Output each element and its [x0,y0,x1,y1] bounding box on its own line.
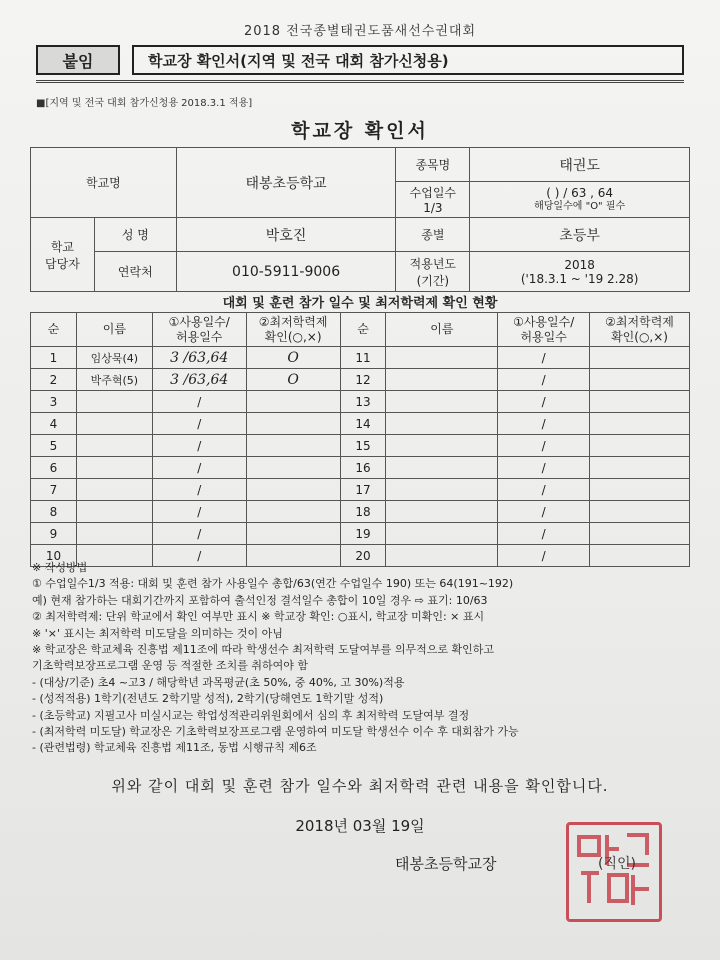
used-days: / [152,413,246,435]
student-name: 임상묵(4) [76,347,152,369]
used-days: / [498,391,590,413]
used-days: / [498,457,590,479]
days-note: 해당일수에 "O" 필수 [534,201,626,212]
student-name [76,413,152,435]
days-label [396,182,470,218]
student-name [76,523,152,545]
min-academic-check [246,479,340,501]
min-academic-check: O [246,369,340,391]
manager-label-line2: 담당자 [45,256,80,271]
row-number: 1 [31,347,77,369]
year-period: ('18.3.1 ~ '19 2.28) [520,271,639,286]
table-row [31,391,690,413]
min-academic-check [590,523,690,545]
min-academic-check [590,501,690,523]
used-days: / [152,391,246,413]
min-academic-check [590,479,690,501]
row-number: 8 [31,501,77,523]
header-title: 학교장 확인서(지역 및 전국 대회 참가신청용) [132,45,684,75]
row-number: 19 [340,523,386,545]
header-name-right: 이름 [386,313,498,347]
school-label: 학교명 [31,148,177,218]
student-name [386,501,498,523]
student-name [76,501,152,523]
manager-label-line1: 학교 [50,239,75,254]
student-name [386,523,498,545]
principal-name: 태봉초등학교장 [395,855,497,873]
table-row [31,435,690,457]
student-name [386,457,498,479]
year-label-line2: (기간) [416,273,450,288]
name-label: 성 명 [94,218,176,252]
used-days: / [498,347,590,369]
instruction-line: - (관련법령) 학교체육 진흥법 제11조, 동법 시행규칙 제6조 [32,741,317,755]
row-number: 17 [340,479,386,501]
instruction-line: ※ 작성방법 [32,561,88,574]
instruction-line: ※ '×' 표시는 최저학력 미도달을 의미하는 것이 아님 [32,626,283,640]
row-number: 15 [340,435,386,457]
year-cell [470,252,690,292]
row-number: 11 [340,347,386,369]
used-days: / [498,479,590,501]
row-number: 3 [31,391,77,413]
sport-label: 종목명 [396,148,470,182]
event-title: 2018 전국종별태권도품새선수권대회 [243,24,477,39]
row-number: 18 [340,501,386,523]
min-academic-check [246,435,340,457]
used-days: 3 /63,64 [152,347,246,369]
used-days: / [498,523,590,545]
min-academic-check [590,457,690,479]
student-name [386,347,498,369]
participation-table [30,312,690,567]
row-number: 10 [31,545,77,567]
student-name [386,369,498,391]
row-number: 14 [340,413,386,435]
header-days: ①사용일수/ 허용일수 [152,313,246,347]
instruction-line: - (초등학교) 지필고사 미실시교는 학업성적관리위원회에서 심의 후 최저학력 도달여부 결정 [32,708,470,722]
school-name: 태봉초등학교 [176,148,396,218]
used-days: / [152,545,246,567]
student-name [386,391,498,413]
category-label: 종별 [396,218,470,252]
instruction-line: ① 수업일수1/3 적용: 대회 및 훈련 참가 사용일수 총합/63(연간 수업일수 190) 또는 64(191~192) [32,577,514,591]
student-name [76,457,152,479]
used-days: / [498,545,590,567]
header-divider [36,80,684,83]
student-name [386,435,498,457]
instruction-line: - (대상/기준) 초4 ~고3 / 해당학년 과목평균(초 50%, 중 40%, 고 30%)적용 [32,675,405,689]
instruction-line: 기초학력보장프로그램 운영 등 적절한 조치를 취하여야 함 [32,659,309,673]
section-title: 대회 및 훈련 참가 일수 및 최저학력제 확인 현황 [222,296,498,311]
days-cell [470,182,690,218]
student-name [76,391,152,413]
header-check: ②최저학력제 확인(○,×) [246,313,340,347]
used-days: / [152,435,246,457]
table-row [31,479,690,501]
min-academic-check [246,391,340,413]
header-days-right: ①사용일수/ 허용일수 [498,313,590,347]
row-number: 6 [31,457,77,479]
used-days: / [152,457,246,479]
student-name [386,479,498,501]
contact-label: 연락처 [94,252,176,292]
instruction-line: - (성적적용) 1학기(전년도 2학기말 성적), 2학기(당해연도 1학기말 성적) [32,692,384,706]
header-name: 이름 [76,313,152,347]
instruction-line: - (최저학력 미도달) 학교장은 기초학력보장프로그램 운영하여 미도달 학생선수 이수 후 대회참가 가능 [32,725,519,739]
row-number: 5 [31,435,77,457]
table-row [31,501,690,523]
year-label [396,252,470,292]
used-days: / [498,501,590,523]
confirmation-text: 위와 같이 대회 및 훈련 참가 일수와 최저학력 관련 내용을 확인합니다. [111,777,609,795]
used-days: / [498,413,590,435]
contact-value: 010-5911-9006 [176,252,396,292]
min-academic-check [590,391,690,413]
min-academic-check [590,369,690,391]
category-value: 초등부 [470,218,690,252]
manager-label [31,218,95,292]
row-number: 2 [31,369,77,391]
table-row [31,369,690,391]
seal-label: (직인) [598,856,636,872]
year-label-line1: 적용년도 [409,256,457,271]
min-academic-check [246,413,340,435]
used-days: / [152,501,246,523]
days-value: ( ) / 63 , 64 [546,186,614,200]
min-academic-check [246,523,340,545]
min-academic-check [590,413,690,435]
table-header-row [31,313,690,347]
instructions [32,560,692,757]
sport-value: 태권도 [470,148,690,182]
min-academic-check [590,347,690,369]
attachment-label: 붙임 [36,45,120,75]
application-note: ■[지역 및 전국 대회 참가신청용 2018.3.1 적용] [36,98,253,109]
min-academic-check [590,435,690,457]
student-name [76,435,152,457]
info-table [30,147,690,292]
row-number: 13 [340,391,386,413]
row-number: 20 [340,545,386,567]
instruction-line: ※ 학교장은 학교체육 진흥법 제11조에 따라 학생선수 최저학력 도달여부를 의무적으로 확인하고 [32,643,494,657]
min-academic-check: O [246,347,340,369]
used-days: / [498,435,590,457]
form-title: 학교장 확인서 [291,120,429,142]
row-number: 12 [340,369,386,391]
used-days: / [498,369,590,391]
student-name: 박주혁(5) [76,369,152,391]
row-number: 4 [31,413,77,435]
year-value: 2018 [564,257,595,272]
student-name [76,479,152,501]
min-academic-check [246,501,340,523]
days-label-line1: 수업일수 [409,186,457,200]
min-academic-check [246,457,340,479]
manager-name: 박호진 [176,218,396,252]
table-row [31,457,690,479]
student-name [386,413,498,435]
signature-date: 2018년 03월 19일 [295,817,425,835]
table-row [31,347,690,369]
header-check-right: ②최저학력제 확인(○,×) [590,313,690,347]
days-label-line2: 1/3 [423,201,443,215]
used-days: 3 /63,64 [152,369,246,391]
row-number: 16 [340,457,386,479]
row-number: 7 [31,479,77,501]
used-days: / [152,523,246,545]
used-days: / [152,479,246,501]
header-no: 순 [31,313,77,347]
instruction-line: 예) 현재 참가하는 대회기간까지 포함하여 출석인정 결석일수 총합이 10일 경우 ⇨ 표기: 10/63 [32,593,488,607]
table-row [31,523,690,545]
instruction-line: ② 최저학력제: 단위 학교에서 확인 여부만 표시 ※ 학교장 확인: ○표시, 학교장 미확인: × 표시 [32,610,485,624]
row-number: 9 [31,523,77,545]
table-row [31,413,690,435]
header-no-right: 순 [340,313,386,347]
